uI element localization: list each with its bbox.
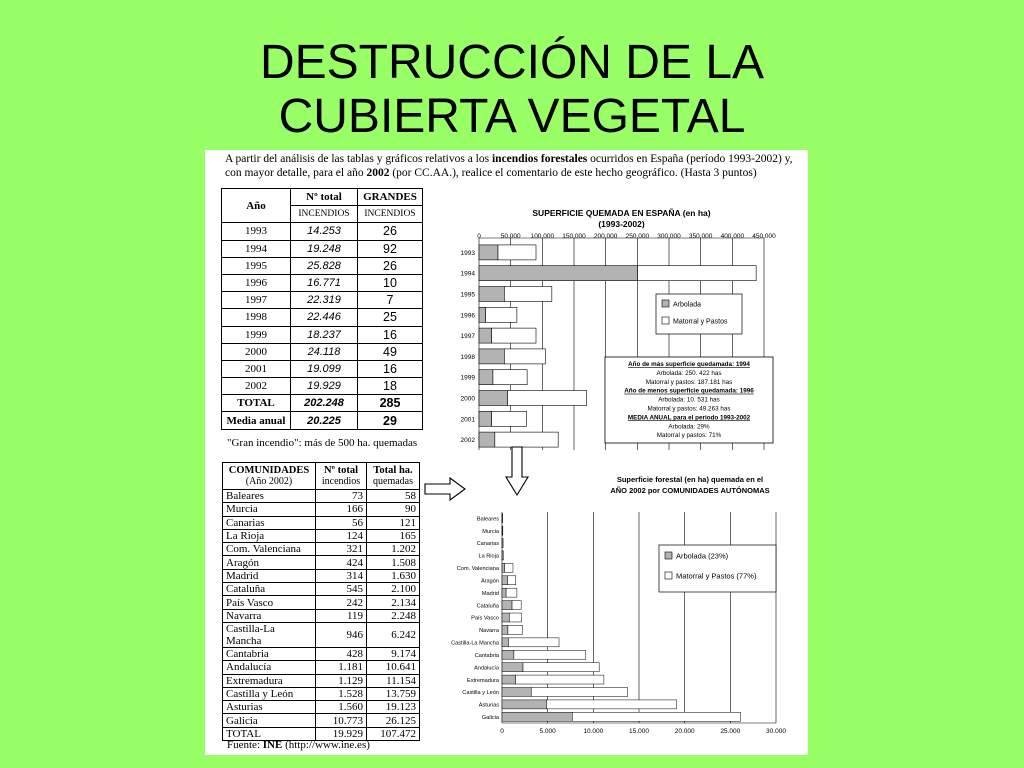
chart2-tick-label: 0 <box>500 728 504 735</box>
chart2-bar-matorral <box>514 650 586 659</box>
chart2-category-label: Andalucía <box>474 665 499 672</box>
chart2-bar-matorral <box>502 551 503 560</box>
col-header-fires-line-1: Nº total <box>323 465 359 476</box>
col-header-community-line-1: COMUNIDADES <box>228 465 310 476</box>
cell-fires: 56 <box>316 516 367 529</box>
cell-community: Andalucía <box>223 661 316 674</box>
chart1-category-label: 2001 <box>460 416 475 424</box>
chart1-legend-swatch <box>662 300 669 307</box>
chart2-category-label: Cataluña <box>476 603 499 610</box>
source-url: (http://www.ine.es) <box>282 739 370 751</box>
chart1-annotation-line: Arbolada: 10. 531 has <box>658 396 720 404</box>
cell-hectares: 2.100 <box>367 583 420 596</box>
cell-total: 19.099 <box>291 360 358 377</box>
cell-hectares: 2.134 <box>367 596 420 609</box>
chart2-bar-matorral <box>572 712 740 721</box>
cell-large: 285 <box>358 395 423 412</box>
chart2-category-label: Canarias <box>476 541 499 548</box>
chart2-bar-arbolada <box>502 688 531 697</box>
chart1-bar-matorral <box>638 266 757 281</box>
cell-large: 25 <box>358 309 423 326</box>
chart2-bar-matorral <box>547 700 677 709</box>
chart2-tick-label: 20.000 <box>674 728 695 735</box>
cell-large: 7 <box>358 292 423 309</box>
chart1-bar-arbolada <box>479 266 638 281</box>
large-fire-note: "Gran incendio": más de 500 ha. quemadas <box>227 437 418 449</box>
chart1-tick-label: 0 <box>477 233 481 240</box>
cell-total: 14.253 <box>291 223 358 240</box>
chart1-bar-matorral <box>493 370 527 385</box>
chart1-legend-swatch <box>662 317 669 324</box>
cell-community: Castilla-La Mancha <box>223 622 316 647</box>
cell-year: 1993 <box>222 223 291 240</box>
arrow-right-icon <box>425 478 465 500</box>
cell-fires: 1.181 <box>316 661 367 674</box>
cell-community: Murcia <box>223 503 316 516</box>
cell-community: Castilla y León <box>223 687 316 700</box>
chart2-bar-arbolada <box>502 638 508 647</box>
intro-text-1: A partir del análisis de las tablas y gráficos relativos a los <box>225 153 492 165</box>
cell-year: 2002 <box>222 378 291 395</box>
intro-bold-1: incendios forestales <box>491 153 588 165</box>
cell-community: País Vasco <box>223 596 316 609</box>
chart2-category-label: Cantabria <box>474 652 499 659</box>
chart1-bar-arbolada <box>479 370 493 385</box>
cell-community: Extremadura <box>223 674 316 687</box>
chart1-tick-label: 300.000 <box>657 233 681 240</box>
cell-fires: 321 <box>316 543 367 556</box>
cell-community: Cataluña <box>223 583 316 596</box>
cell-total: 202.248 <box>291 395 358 412</box>
chart2-legend-label: Matorral y Pastos (77%) <box>676 571 757 581</box>
slide-title-line-1: DESTRUCCIÓN DE LA <box>259 36 765 89</box>
chart2-bar-matorral <box>508 638 559 647</box>
chart1-bar-matorral <box>504 349 545 364</box>
cell-total: 24.118 <box>291 343 358 360</box>
chart1-annotation-line: Año de menos superficie quedamada: 1996 <box>624 387 754 395</box>
cell-year: 1994 <box>222 240 291 257</box>
cell-hectares: 121 <box>367 516 420 529</box>
intro-bold-2: 2002 <box>366 167 390 179</box>
source-prefix: Fuente: <box>227 739 263 751</box>
chart1-category-label: 1993 <box>460 249 475 257</box>
chart1-annotation-line: Matorral y pastos: 49.263 has <box>647 405 731 413</box>
chart2-category-label: Aragón <box>480 578 499 585</box>
cell-fires: 10.773 <box>316 714 367 727</box>
chart2-bar-arbolada <box>502 625 508 634</box>
cell-community: Asturias <box>223 701 316 714</box>
chart2-bar-arbolada <box>502 700 547 709</box>
slide-title <box>0 36 1024 144</box>
cell-year: TOTAL <box>222 395 291 412</box>
cell-community: Canarias <box>223 516 316 529</box>
cell-total: 18.237 <box>291 326 358 343</box>
col-subheader-total: INCENDIOS <box>291 206 358 223</box>
chart2-bar-arbolada <box>502 576 507 585</box>
col-header-community-line-2: (Año 2002) <box>245 476 293 487</box>
chart2-category-label: Castilla y León <box>462 690 499 697</box>
chart2-legend-label: Arbolada (23%) <box>676 551 729 561</box>
chart2-title: Superficie forestal (en ha) quemada en el <box>616 475 764 484</box>
cell-year: 1995 <box>222 257 291 274</box>
chart2-tick-label: 5.000 <box>539 728 556 735</box>
cell-total: 22.319 <box>291 292 358 309</box>
cell-fires: 314 <box>316 569 367 582</box>
chart1-tick-label: 400.000 <box>720 233 745 240</box>
cell-large: 92 <box>358 240 423 257</box>
cell-fires: 119 <box>316 609 367 622</box>
cell-year: 2000 <box>222 343 291 360</box>
cell-community: Com. Valenciana <box>223 543 316 556</box>
cell-hectares: 19.123 <box>367 701 420 714</box>
cell-fires: 424 <box>316 556 367 569</box>
col-header-total: Nº total <box>291 189 358 206</box>
cell-hectares: 13.759 <box>367 687 420 700</box>
chart2-bar-arbolada <box>502 675 516 684</box>
chart1-bar-arbolada <box>479 287 504 302</box>
chart1-bar-matorral <box>486 307 517 322</box>
chart2-bar-matorral <box>506 588 517 597</box>
chart1-legend-label: Matorral y Pastos <box>673 318 728 326</box>
chart2-category-label: La Rioja <box>478 553 499 560</box>
cell-hectares: 10.641 <box>367 661 420 674</box>
cell-fires: 1.528 <box>316 687 367 700</box>
cell-large: 16 <box>358 360 423 377</box>
chart1-bar-arbolada <box>479 349 504 364</box>
col-header-large: GRANDES <box>358 189 423 206</box>
cell-fires: 1.129 <box>316 674 367 687</box>
chart1-tick-label: 450.000 <box>752 233 776 240</box>
chart2-tick-label: 10.000 <box>583 728 604 735</box>
chart2-bar-arbolada <box>502 588 506 597</box>
charts-canvas <box>205 150 808 755</box>
chart1-category-label: 2002 <box>460 437 475 445</box>
cell-large: 49 <box>358 343 423 360</box>
cell-fires: 428 <box>316 647 367 660</box>
chart1-bar-matorral <box>508 391 587 406</box>
chart2-category-label: Castilla-La Mancha <box>451 640 499 647</box>
cell-total: 25.828 <box>291 257 358 274</box>
chart1-bar-matorral <box>504 287 552 302</box>
cell-hectares: 1.202 <box>367 543 420 556</box>
chart2-category-label: Asturias <box>478 702 499 709</box>
cell-community: La Rioja <box>223 529 316 542</box>
intro-text-2: ocurridos en España (período 1993-2002) y, con mayor detalle, para el año <box>225 153 793 179</box>
chart1-legend-label: Arbolada <box>673 301 702 309</box>
chart1-category-label: 1996 <box>460 312 475 320</box>
chart2-subtitle: AÑO 2002 por COMUNIDADES AUTÓNOMAS <box>610 486 770 495</box>
source-name: INE <box>262 739 283 751</box>
chart1-category-label: 2000 <box>460 395 475 403</box>
chart1-tick-label: 350.000 <box>688 233 713 240</box>
chart2-bar-matorral <box>502 539 503 548</box>
cell-large: 26 <box>358 257 423 274</box>
cell-year: 2001 <box>222 360 291 377</box>
cell-hectares: 58 <box>367 490 420 503</box>
chart1-subtitle: (1993-2002) <box>598 219 645 229</box>
chart1-annotation-line: Matorral y pastos: 187.181 has <box>645 378 733 386</box>
chart2-bar-arbolada <box>502 601 512 610</box>
chart2-bar-matorral <box>512 601 521 610</box>
cell-community: Baleares <box>223 490 316 503</box>
chart1-annotation-line: MEDIA ANUAL para el periodo 1993-2002 <box>627 414 751 422</box>
cell-large: 26 <box>358 223 423 240</box>
col-header-hectares-line-1: Total ha. <box>373 465 413 476</box>
cell-year: Media anual <box>222 412 291 429</box>
chart1-annotation-line: Año de más superficie quedamada: 1994 <box>628 361 750 368</box>
chart2-category-label: Murcia <box>482 528 499 535</box>
chart1-tick-label: 150.000 <box>562 233 586 240</box>
cell-community: Madrid <box>223 569 316 582</box>
chart1-annotation-line: Arbolada: 29% <box>668 423 710 431</box>
chart1-tick-label: 50.000 <box>500 233 521 240</box>
chart2-category-label: Navarra <box>479 628 499 635</box>
chart1-category-label: 1997 <box>460 333 475 341</box>
cell-total: 16.771 <box>291 274 358 291</box>
chart1-category-label: 1999 <box>460 374 475 382</box>
chart1-tick-label: 250.000 <box>625 233 650 240</box>
chart2-legend-swatch <box>665 552 672 559</box>
chart2-bar-arbolada <box>502 563 505 572</box>
intro-text-3: (por CC.AA.), realice el comentario de este hecho geográfico. (Hasta 3 puntos) <box>389 167 757 179</box>
cell-large: 10 <box>358 274 423 291</box>
cell-community: Cantabria <box>223 647 316 660</box>
chart1-category-label: 1994 <box>460 270 475 278</box>
chart1-bar-arbolada <box>479 307 486 322</box>
chart2-bar-matorral <box>509 613 521 622</box>
cell-total: 20.225 <box>291 412 358 429</box>
chart1-bar-matorral <box>492 328 536 343</box>
col-header-year: Año <box>222 189 291 223</box>
chart1-title: SUPERFICIE QUEMADA EN ESPAÑA (en ha) <box>532 208 711 218</box>
chart2-bar-arbolada <box>502 613 509 622</box>
cell-hectares: 107.472 <box>367 727 420 740</box>
chart2-bar-matorral <box>523 663 599 672</box>
chart1-bar-arbolada <box>479 328 492 343</box>
cell-large: 16 <box>358 326 423 343</box>
cell-fires: 1.560 <box>316 701 367 714</box>
chart2-bar-arbolada <box>502 663 523 672</box>
cell-community: TOTAL <box>223 727 316 740</box>
cell-hectares: 2.248 <box>367 609 420 622</box>
cell-hectares: 90 <box>367 503 420 516</box>
cell-fires: 19.929 <box>316 727 367 740</box>
chart1-category-label: 1995 <box>460 291 475 299</box>
chart1-category-label: 1998 <box>460 353 475 361</box>
arrow-down-icon <box>506 447 528 495</box>
chart2-category-label: País Vasco <box>471 615 499 622</box>
chart1-tick-label: 200.000 <box>593 233 618 240</box>
cell-hectares: 9.174 <box>367 647 420 660</box>
cell-fires: 946 <box>316 622 367 647</box>
col-subheader-large: INCENDIOS <box>358 206 423 223</box>
chart1-bar-arbolada <box>479 432 495 447</box>
cell-hectares: 1.508 <box>367 556 420 569</box>
chart2-category-label: Baleares <box>476 516 499 523</box>
chart2-bar-arbolada <box>502 712 572 721</box>
chart1-annotation-line: Arbolada: 250. 422 has <box>656 369 722 377</box>
cell-hectares: 26.125 <box>367 714 420 727</box>
cell-total: 19.929 <box>291 378 358 395</box>
chart1-bar-arbolada <box>479 245 498 260</box>
col-header-fires-line-2: incendios <box>321 476 361 487</box>
chart1-bar-arbolada <box>479 411 492 426</box>
cell-fires: 73 <box>316 490 367 503</box>
cell-fires: 545 <box>316 583 367 596</box>
cell-year: 1996 <box>222 274 291 291</box>
cell-hectares: 11.154 <box>367 674 420 687</box>
chart1-bar-matorral <box>498 245 536 260</box>
chart2-category-label: Com. Valenciana <box>456 566 499 573</box>
chart2-bar-matorral <box>507 576 515 585</box>
cell-hectares: 165 <box>367 529 420 542</box>
chart1-bar-matorral <box>495 432 558 447</box>
chart2-tick-label: 15.000 <box>629 728 649 735</box>
col-header-hectares-line-2: quemadas <box>373 476 414 487</box>
chart1-bar-arbolada <box>479 391 508 406</box>
cell-community: Galicia <box>223 714 316 727</box>
cell-community: Navarra <box>223 609 316 622</box>
chart2-tick-label: 25.000 <box>720 728 741 735</box>
cell-community: Aragón <box>223 556 316 569</box>
chart1-annotation-line: Matorral y pastos: 71% <box>656 432 722 440</box>
cell-fires: 124 <box>316 529 367 542</box>
cell-year: 1997 <box>222 292 291 309</box>
chart2-bar-matorral <box>502 526 503 535</box>
slide-title-line-2: CUBIERTA VEGETAL <box>278 90 746 143</box>
chart1-tick-label: 100.000 <box>530 233 555 240</box>
cell-large: 18 <box>358 378 423 395</box>
cell-total: 19.248 <box>291 240 358 257</box>
chart2-bar-matorral <box>502 514 503 523</box>
chart2-bar-arbolada <box>502 650 514 659</box>
cell-hectares: 6.242 <box>367 622 420 647</box>
chart2-category-label: Extremadura <box>466 677 499 684</box>
cell-fires: 242 <box>316 596 367 609</box>
cell-large: 29 <box>358 412 423 429</box>
cell-hectares: 1.630 <box>367 569 420 582</box>
worksheet-image <box>205 150 808 755</box>
chart2-bar-matorral <box>516 675 604 684</box>
chart2-category-label: Madrid <box>481 590 499 597</box>
chart2-bar-matorral <box>508 625 523 634</box>
chart1-bar-matorral <box>492 411 527 426</box>
cell-fires: 166 <box>316 503 367 516</box>
cell-year: 1998 <box>222 309 291 326</box>
chart2-legend-swatch <box>665 572 672 579</box>
chart2-tick-label: 30.000 <box>766 728 786 735</box>
chart2-bar-matorral <box>531 688 627 697</box>
chart2-bar-matorral <box>505 563 513 572</box>
cell-total: 22.446 <box>291 309 358 326</box>
cell-year: 1999 <box>222 326 291 343</box>
chart2-category-label: Galicia <box>481 714 499 721</box>
